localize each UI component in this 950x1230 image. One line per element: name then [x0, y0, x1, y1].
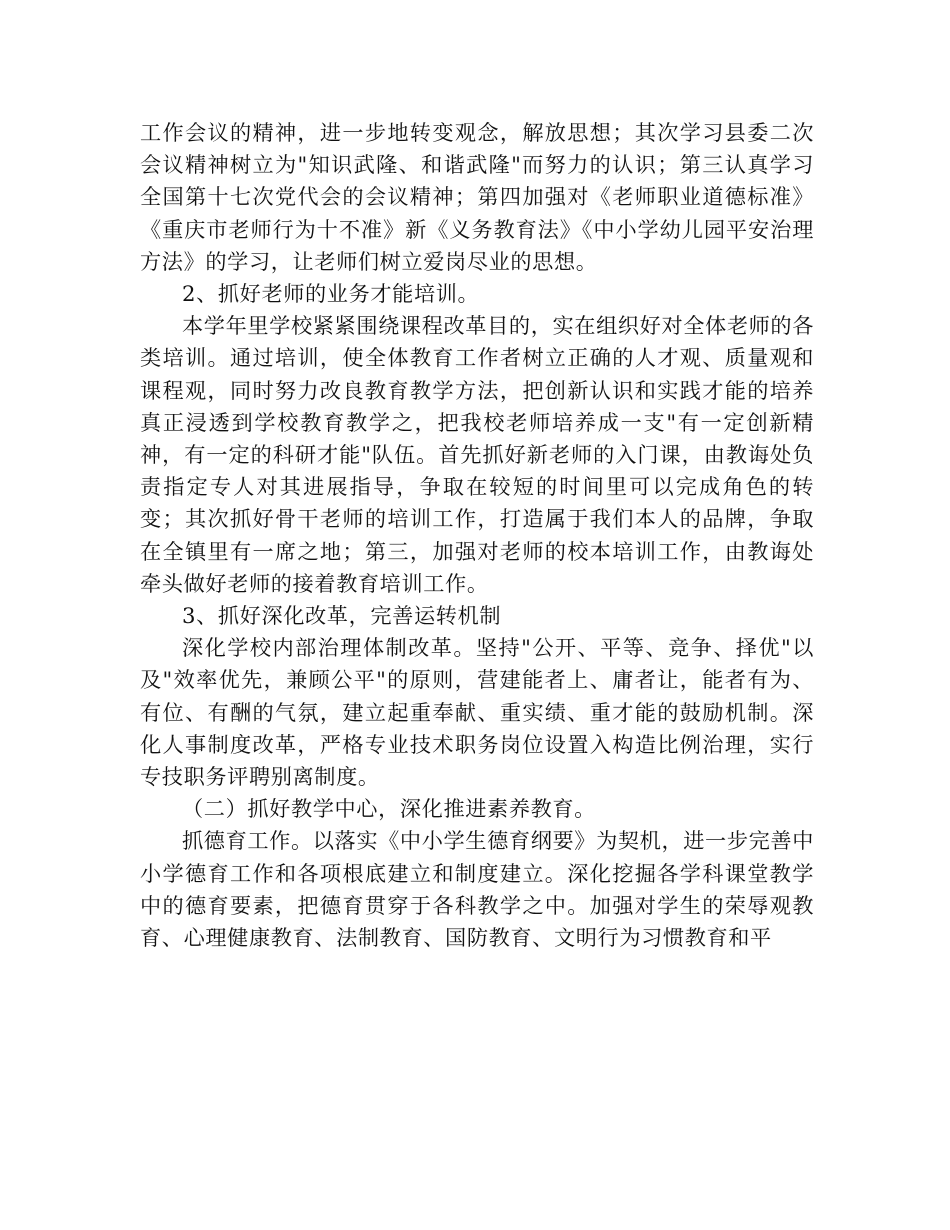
document-body [140, 117, 814, 954]
paragraph-moral-education: 抓德育工作。以落实《中小学生德育纲要》为契机，进一步完善中小学德育工作和各项根底建立和制度建立。深化挖掘各学科课堂教学中的德育要素，把德育贯穿于各科教学之中。加强对学生的荣辱观教育、心理健康教育、法制教育、国防教育、文明行为习惯教育和平 [140, 828, 814, 951]
heading-teaching-center: （二）抓好教学中心，深化推进素养教育。 [182, 796, 596, 822]
heading-deepen-reform: 3、抓好深化改革，完善运转机制 [182, 603, 502, 629]
paragraph-teacher-training: 本学年里学校紧紧围绕课程改革目的，实在组织好对全体老师的各类培训。通过培训，使全体教育工作者树立正确的人才观、质量观和课程观，同时努力改良教育教学方法，把创新认识和实践才能的培养真正浸透到学校教育教学之，把我校老师培养成一支"有一定创新精神，有一定的科研才能"队伍。首先抓好新老师的入门课，由教诲处负责指定专人对其进展指导，争取在较短的时间里可以完成角色的转变；其次抓好骨干老师的培训工作，打造属于我们本人的品牌，争取在全镇里有一席之地；第三，加强对老师的校本培训工作，由教诲处牵头做好老师的接着教育培训工作。 [140, 313, 814, 596]
paragraph-study-meetings: 工作会议的精神，进一步地转变观念，解放思想；其次学习县委二次会议精神树立为"知识武隆、和谐武隆"而努力的认识；第三认真学习全国第十七次党代会的会议精神；第四加强对《老师职业道德标准》《重庆市老师行为十不准》新《义务教育法》《中小学幼儿园平安治理方法》的学习，让老师们树立爱岗尽业的思想。 [140, 120, 814, 274]
heading-teacher-training: 2、抓好老师的业务才能培训。 [182, 281, 480, 307]
paragraph-deepen-reform: 深化学校内部治理体制改革。坚持"公开、平等、竞争、择优"以及"效率优先，兼顾公平"的原则，营建能者上、庸者让，能者有为、有位、有酬的气氛，建立起重奉献、重实绩、重才能的鼓励机制。深化人事制度改革，严格专业技术职务岗位设置入构造比例治理，实行专技职务评聘别离制度。 [140, 635, 814, 790]
